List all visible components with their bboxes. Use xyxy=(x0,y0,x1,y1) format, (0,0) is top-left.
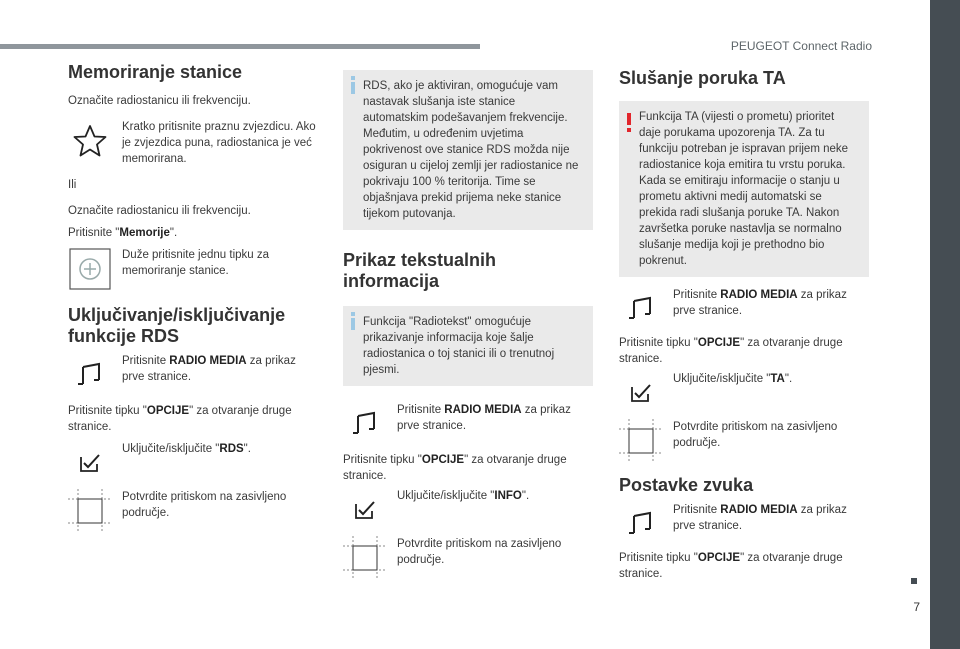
step-radio xyxy=(343,402,593,446)
checkbox-icon xyxy=(619,371,663,415)
step-text: Potvrdite pritiskom na zasivljeno područje. xyxy=(673,421,838,449)
heading-rds: Uključivanje/isključivanje funkcije RDS xyxy=(68,305,286,346)
text: Pritisnite tipku "OPCIJE" za otvaranje druge stranice. xyxy=(68,405,292,433)
step-text: Potvrdite pritiskom na zasivljeno područje. xyxy=(397,538,562,566)
music-note-icon xyxy=(68,353,112,397)
step-text: Kratko pritisnite praznu zvjezdicu. Ako je zvjezdica puna, radiostanica je već memorirana. xyxy=(122,121,316,165)
heading-prikaz: Prikaz tekstualnih informacija xyxy=(343,250,497,291)
step-text: Pritisnite RADIO MEDIA za prikaz prve stranice. xyxy=(673,289,847,317)
header-title: PEUGEOT Connect Radio xyxy=(730,39,872,53)
info-icon xyxy=(351,318,355,330)
step-check xyxy=(68,441,318,485)
step-text: Pritisnite RADIO MEDIA za prikaz prve stranice. xyxy=(397,404,571,432)
step-text: Pritisnite RADIO MEDIA za prikaz prve stranice. xyxy=(122,355,296,383)
page-number: 7 xyxy=(913,600,920,614)
step-confirm xyxy=(619,419,869,463)
star-icon xyxy=(68,119,112,163)
text-ili: Ili xyxy=(68,179,77,191)
heading-zvuk: Postavke zvuka xyxy=(619,475,754,495)
step-radio xyxy=(619,502,869,546)
warning-icon xyxy=(627,113,631,125)
step-check xyxy=(343,488,593,532)
step-star xyxy=(68,119,318,167)
music-note-icon xyxy=(619,287,663,331)
text: Označite radiostanicu ili frekvenciju. xyxy=(68,205,251,217)
step-text: Potvrdite pritiskom na zasivljeno područje. xyxy=(122,491,287,519)
step-text: Duže pritisnite jednu tipku za memoriranje stanice. xyxy=(122,249,270,277)
grey-area-icon xyxy=(619,419,663,463)
text: Pritisnite tipku "OPCIJE" za otvaranje druge stranice. xyxy=(619,552,843,580)
plus-button-icon xyxy=(68,247,112,291)
text: Označite radiostanicu ili frekvenciju. xyxy=(68,95,251,107)
top-rule xyxy=(0,44,480,49)
column-1 xyxy=(68,62,318,533)
music-note-icon xyxy=(619,502,663,546)
step-text: Pritisnite RADIO MEDIA za prikaz prve stranice. xyxy=(673,504,847,532)
grey-area-icon xyxy=(68,489,112,533)
step-text: Uključite/isključite "INFO". xyxy=(397,490,530,502)
step-confirm xyxy=(68,489,318,533)
info-note-rds: RDS, ako je aktiviran, omogućuje vam nastavak slušanja iste stanice automatskim podešavanjem frekvencije. Međutim, u određenim uvjetima pokrivenost ove stanice RDS možda nije osiguran u cijeloj zemlji jer radiostanice ne pokrivaju 100 % teritorija. Time se objašnjava prekid prijema neke stanice tijekom putovanja. xyxy=(343,70,593,230)
step-text: Uključite/isključite "RDS". xyxy=(122,443,251,455)
text: Pritisnite tipku "OPCIJE" za otvaranje druge stranice. xyxy=(343,454,567,482)
step-check xyxy=(619,371,869,415)
side-bar xyxy=(930,0,960,649)
text: Pritisnite tipku "OPCIJE" za otvaranje druge stranice. xyxy=(619,337,843,365)
heading-memoriranje: Memoriranje stanice xyxy=(68,62,243,82)
warning-note-ta: Funkcija TA (vijesti o prometu) prioritet daje porukama upozorenja TA. Za tu funkciju potreban je ispravan prijem neke radiostanice koja emitira tu vrstu poruka. Kada se emitiraju informacije o stanju u prometu aktivni medij automatski se prekida radi slušanja poruke TA. Nakon završetka poruke nastavlja se normalno slušanje medija koji je prethodno bio pokrenut. xyxy=(619,101,869,277)
column-3 xyxy=(619,68,869,582)
text: Pritisnite "Memorije". xyxy=(68,227,178,239)
grey-area-icon xyxy=(343,536,387,580)
checkbox-icon xyxy=(68,441,112,485)
continue-marker xyxy=(911,578,917,584)
checkbox-icon xyxy=(343,488,387,532)
step-text: Uključite/isključite "TA". xyxy=(673,373,793,385)
step-radio xyxy=(68,353,318,397)
column-2 xyxy=(343,70,593,580)
info-icon xyxy=(351,82,355,94)
info-note-radiotekst: Funkcija "Radiotekst" omogućuje prikazivanje informacija koje šalje radiostanica o toj stanici ili o trenutnoj pjesmi. xyxy=(343,306,593,386)
step-confirm xyxy=(343,536,593,580)
step-plus xyxy=(68,247,318,291)
step-radio xyxy=(619,287,869,331)
music-note-icon xyxy=(343,402,387,446)
heading-ta: Slušanje poruka TA xyxy=(619,68,786,88)
